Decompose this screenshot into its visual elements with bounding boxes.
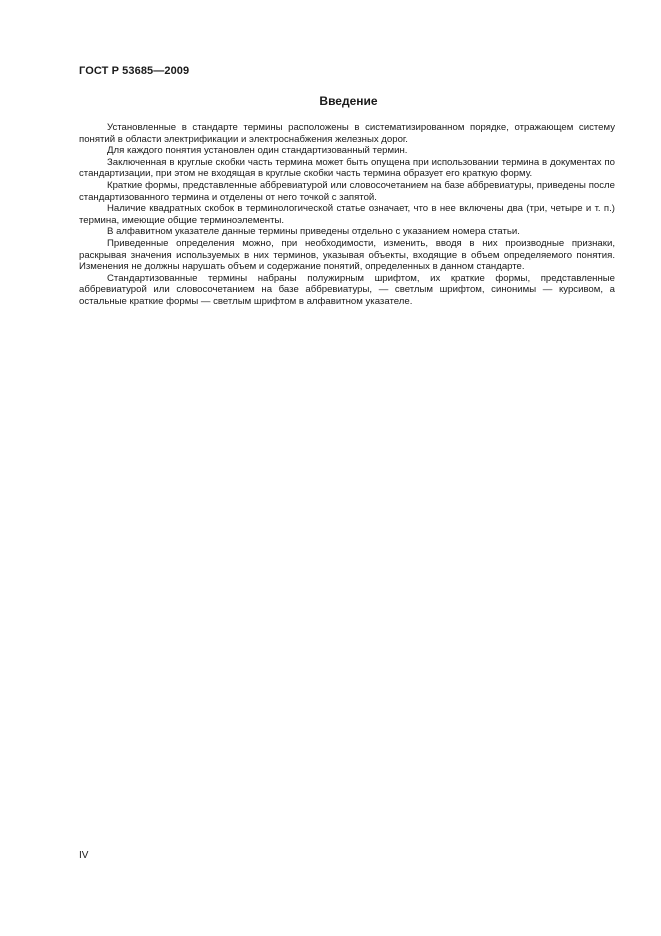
standard-code-header: ГОСТ Р 53685—2009	[79, 65, 190, 77]
paragraph-square-brackets: Наличие квадратных скобок в терминологической статье означает, что в нее включены два (три, четыре и т. п.) термина, имеющие общие терминоэлементы.	[79, 203, 615, 226]
section-title: Введение	[319, 94, 378, 108]
paragraph-parentheses: Заключенная в круглые скобки часть термина может быть опущена при использовании термина в документах по стандартизации, при этом не входящая в круглые скобки часть термина образует его краткую форму.	[79, 156, 615, 180]
paragraph-one-term: Для каждого понятия установлен один стандартизованный термин.	[107, 145, 408, 157]
paragraph-short-forms: Краткие формы, представленные аббревиатурой или словосочетанием на базе аббревиатуры, приведены после стандартизованного термина и отделены от него точкой с запятой.	[79, 179, 615, 203]
introduction-body	[79, 122, 615, 308]
paragraph-definitions: Приведенные определения можно, при необходимости, изменить, вводя в них производные признаки, раскрывая значения используемых в них терминов, указывая объекты, входящие в объем определяемого понятия. Изменения не должны нарушать объем и содержание понятий, определенных в данном стандарте.	[79, 237, 615, 273]
paragraph-typography: Стандартизованные термины набраны полужирным шрифтом, их краткие формы, представленные аббревиатурой или словосочетанием на базе аббревиатуры, — светлым шрифтом, синонимы — курсивом, а остальные краткие формы — светлым шрифтом в алфавитном указателе.	[79, 272, 615, 307]
page-number: IV	[79, 850, 89, 861]
paragraph-systematic-order: Установленные в стандарте термины расположены в систематизированном порядке, отражающем систему понятий в области электрификации и электроснабжения железных дорог.	[79, 122, 615, 145]
paragraph-alphabetic-index: В алфавитном указателе данные термины приведены отдельно с указанием номера статьи.	[107, 226, 520, 238]
